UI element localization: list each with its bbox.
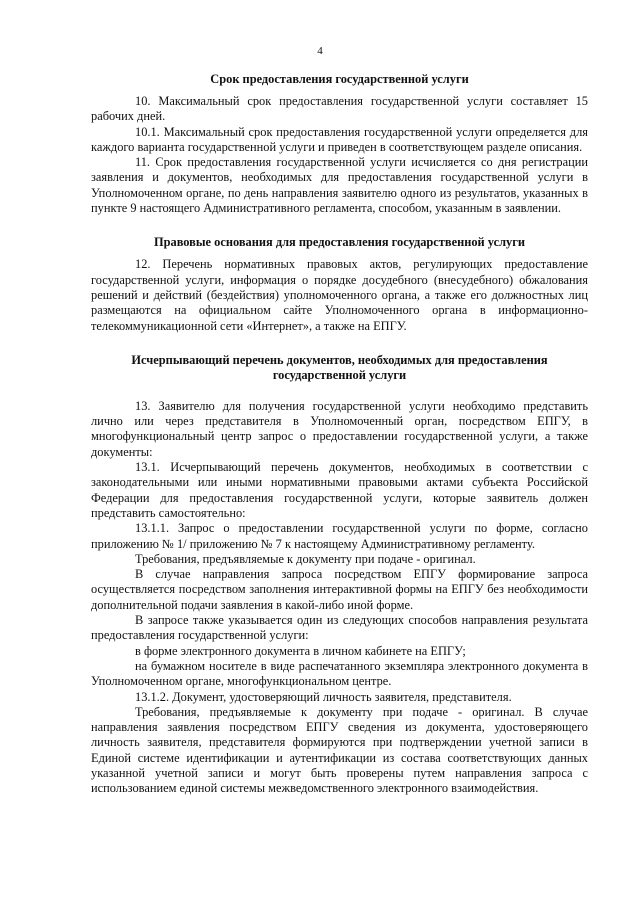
section-heading-documents: Исчерпывающий перечень документов, необходимых для предоставления государственной услуги xyxy=(131,352,548,382)
section-heading-legal-basis: Правовые основания для предоставления государственной услуги xyxy=(153,235,526,250)
paragraph: 10. Максимальный срок предоставления государственной услуги составляет 15 рабочих дней. xyxy=(91,94,588,124)
paragraph: 10.1. Максимальный срок предоставления государственной услуги определяется для каждого варианта государственной услуги и приведен в соответствующем разделе описания. xyxy=(91,124,588,154)
paragraph: 13. Заявителю для получения государственной услуги необходимо представить лично или через представителя в Уполномоченный орган, посредством ЕПГУ, в многофункциональный центр запрос о предоставлении государственной услуги, а также документы: xyxy=(91,398,588,459)
paragraph: 12. Перечень нормативных правовых актов, регулирующих предоставление государственной услуги, информация о порядке досудебного (внесудебного) обжалования решений и действий (бездействия) уполномоченного органа, а также его должностных лиц размещаются на официальном сайте Уполномоченного органа в информационно-телекоммуникационной сети «Интернет», а также на ЕПГУ. xyxy=(91,257,588,333)
paragraph: 11. Срок предоставления государственной услуги исчисляется со дня регистрации заявления и документов, необходимых для предоставления государственной услуги в Уполномоченном органе, по день направления заявителю одного из результатов, указанных в пункте 9 настоящего Административного регламента, способом, указанным в заявлении. xyxy=(91,155,588,216)
section-heading-term: Срок предоставления государственной услуги xyxy=(210,72,469,86)
page-number: 4 xyxy=(317,45,323,57)
paragraph: 13.1.2. Документ, удостоверяющий личность заявителя, представителя. xyxy=(135,689,512,704)
paragraph: 13.1.1. Запрос о предоставлении государственной услуги по форме, согласно приложению № 1/ приложению № 7 к настоящему Административному регламенту. xyxy=(91,521,588,551)
paragraph: 13.1. Исчерпывающий перечень документов, необходимых в соответствии с законодательными или иными нормативными правовыми актами субъекта Российской Федерации для предоставления государственной услуги, которые заявитель должен представить самостоятельно: xyxy=(91,460,588,520)
paragraph: В случае направления запроса посредством ЕПГУ формирование запроса осуществляется посредством заполнения интерактивной формы на ЕПГУ без необходимости дополнительной подачи заявления в какой-либо иной форме. xyxy=(91,567,588,612)
paragraph: В запросе также указывается один из следующих способов направления результата предоставления государственной услуги: xyxy=(91,613,588,643)
paragraph: Требования, предъявляемые к документу при подаче - оригинал. В случае направления заявления посредством ЕПГУ сведения из документа, удостоверяющего личность заявителя, представителя формируются при подтверждении учетной записи в Единой системе идентификации и аутентификации из состава соответствующих данных указанной учетной записи и могут быть проверены путем направления запроса с использованием единой системы межведомственного электронного взаимодействия. xyxy=(91,704,588,796)
paragraph: Требования, предъявляемые к документу при подаче - оригинал. xyxy=(135,551,476,566)
paragraph: в форме электронного документа в личном кабинете на ЕПГУ; xyxy=(135,643,466,658)
document-body xyxy=(91,72,588,797)
paragraph: на бумажном носителе в виде распечатанного экземпляра электронного документа в Уполномоченном органе, многофункциональном центре. xyxy=(91,658,588,689)
